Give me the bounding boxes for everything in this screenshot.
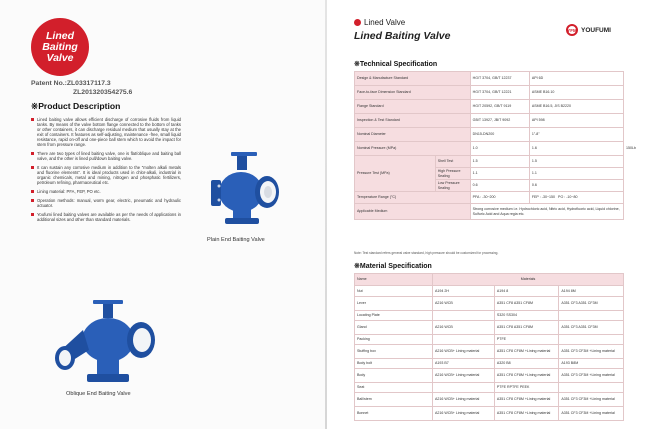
table-row: [355, 345, 624, 359]
cell: 0.6: [470, 180, 529, 192]
table-row: [355, 286, 624, 297]
table-row: [355, 407, 624, 421]
cell: [559, 311, 624, 321]
row-label: Inspection & Test Standard: [355, 114, 471, 128]
row-label: Ball/stem: [355, 393, 433, 407]
cell: [529, 192, 623, 204]
cell: HG/T 3704, GB/T 12237: [470, 72, 529, 86]
badge-line-2: Baiting: [42, 40, 78, 53]
patent-line-2: ZL201320354275.6: [73, 88, 133, 96]
patent-line-1: Patent No.:ZL03317117.3: [31, 80, 111, 87]
cell: S320 SS304: [494, 311, 559, 321]
row-label: Body bolt: [355, 359, 433, 369]
material-spec-table: [354, 273, 624, 421]
cell: 1.1: [470, 168, 529, 180]
row-label: Design & Manufacture Standard: [355, 72, 471, 86]
cell: Strong corrosive medium i.e. Hydrochloric acid, Nitric acid, Hydrofluoric acid, Liquid chlorine, Sulfuric Acid and Aqua regia etc.: [470, 204, 623, 220]
table-row: [355, 335, 624, 345]
page-title: Lined Baiting Valve: [354, 30, 451, 42]
table-row: [355, 204, 624, 220]
cell: 1.0: [470, 142, 529, 156]
logo-text: YOUFUMI: [581, 26, 611, 34]
cell: 1"-8": [529, 128, 623, 142]
cell: DN15-DN200: [470, 128, 529, 142]
row-label: Stuffing box: [355, 345, 433, 359]
cell: A194 8M: [559, 286, 624, 297]
cell: [559, 383, 624, 393]
plain-end-caption: Plain End Baiting Valve: [207, 237, 265, 243]
row-label: Face-to-face Dimension Standard: [355, 86, 471, 100]
cell: 1.1: [529, 168, 623, 180]
badge-line-3: Valve: [46, 51, 74, 64]
header-materials: Materials: [433, 274, 624, 286]
row-label: Packing: [355, 335, 433, 345]
row-label: Nut: [355, 286, 433, 297]
list-item: It can sustain any corrosive medium in addition to the "molten alkali metals and fluorine elements". It is ideal products used in chlor-alkali, industrial in organic chemicals, metal and mining, nitrogen and phosphatic fertilizers, petroleum refining, pharmaceutical etc.: [31, 165, 181, 185]
cell: A351 CF3 CF3M +Lining material: [559, 369, 624, 383]
lined-baiting-valve-badge: [31, 18, 89, 76]
cell: GB/T 13927, JB/T 9092: [470, 114, 529, 128]
logo-mark-icon: YFM: [566, 24, 578, 36]
cell: API 6D: [529, 72, 623, 86]
row-label: Lever: [355, 297, 433, 311]
cell: A193 B7: [433, 359, 495, 369]
patent-numbers: [31, 80, 132, 97]
table-row: [355, 192, 624, 204]
table-note: Note: Test standard refers general valve standard, high pressure should be customized for processing.: [354, 251, 499, 255]
row-label: Applicable Medium: [355, 204, 471, 220]
table-row: [355, 86, 624, 100]
cell: [433, 383, 495, 393]
row-label: Gland: [355, 321, 433, 335]
cell: A216 WCB+ Lining material: [433, 393, 495, 407]
badge-line-1: Lined: [46, 29, 74, 42]
table-row: [355, 297, 624, 311]
pressure-test-label: Pressure Test (MPa): [355, 156, 436, 192]
cell: A351 CF3 A351 CF3M: [559, 321, 624, 335]
oblique-end-caption: Oblique End Baiting Valve: [66, 391, 131, 397]
row-label: Bonnet: [355, 407, 433, 421]
list-item: Youfumi lined baiting valves are available as per the needs of applications in additional sizes and other than standard materials.: [31, 212, 181, 222]
row-label: Shell Test: [435, 156, 470, 168]
cell: A193 B8M: [559, 359, 624, 369]
list-item: Lined baiting valve allows efficient discharge of corrosive fluids from liquid tanks. By means of the valve bottom flange connected to the bottom of tanks or other containers, it can discharge residual medium that usually stay at the exit of containers. It features as self-adjusting, maintenance -free, small liquid resistance, rapid on-off and one-piece ball stem which to avoid the impact for stem from pressure range.: [31, 117, 181, 147]
youfumi-logo: [566, 24, 611, 36]
row-label: Seat: [355, 383, 433, 393]
row-label: Nominal Diameter: [355, 128, 471, 142]
cell: PTFE: [494, 335, 559, 345]
list-item: Lining material: PFA, FEP, PO etc.: [31, 189, 181, 194]
row-label: Low Pressure Sealing: [435, 180, 470, 192]
cell: A320 B8: [494, 359, 559, 369]
row-label: Nominal Pressure (MPa): [355, 142, 471, 156]
table-row: [355, 369, 624, 383]
lined-valve-subtitle: [354, 18, 405, 27]
red-bullet-icon: [354, 19, 361, 26]
cell: A351 CF3 A351 CF3M: [559, 297, 624, 311]
product-description-list: [31, 117, 181, 226]
technical-spec-table: [354, 71, 624, 220]
cell: A216 WCB+ Lining material: [433, 407, 495, 421]
subtitle-text: Lined Valve: [364, 18, 406, 27]
list-item: Operation methods: manual, worm gear, electric, pneumatic and hydraulic actuator.: [31, 198, 181, 208]
temp-fep: FEP : -30~150: [531, 195, 556, 200]
row-label: Body: [355, 369, 433, 383]
cell: ASME B16.10: [529, 86, 623, 100]
cell: A216 WCB+ Lining material: [433, 345, 495, 359]
cell: A216 WCB: [433, 321, 495, 335]
technical-spec-heading: ※Technical Specification: [354, 61, 438, 68]
row-label: High Pressure Sealing: [435, 168, 470, 180]
row-label: Temperature Range (°C): [355, 192, 471, 204]
plain-end-valve-image: [207, 150, 283, 234]
cell: 1.5: [470, 156, 529, 168]
table-row: [355, 156, 624, 168]
cell: A194 2H: [433, 286, 495, 297]
material-spec-heading: ※Material Specification: [354, 263, 432, 270]
cell: ASME B16.5, JIS B2220: [529, 100, 623, 114]
cell: 1.5: [529, 156, 623, 168]
cell: A351 CF8 A351 CF8M: [494, 297, 559, 311]
row-label: Locating Plate: [355, 311, 433, 321]
cell: A194 8: [494, 286, 559, 297]
cell: [433, 335, 495, 345]
cell: A351 CF8 CF8M +Lining material: [494, 369, 559, 383]
cell: [559, 335, 624, 345]
cell: A351 CF3 CF3M +Lining material: [559, 393, 624, 407]
oblique-end-valve-image: [53, 300, 163, 392]
product-description-heading: ※Product Description: [31, 101, 121, 111]
table-row: [355, 100, 624, 114]
table-row: [355, 72, 624, 86]
cell: A351 CF3 CF3M +Lining material: [559, 345, 624, 359]
table-row: [355, 359, 624, 369]
table-row: [355, 321, 624, 335]
cell: A351 CF8 CF8M +Lining material: [494, 393, 559, 407]
list-item: There are two types of lined baiting valve, one is flat/oblique and baiting ball valve, and the other is lined pull/down baiting valve.: [31, 151, 181, 161]
cell: API 598: [529, 114, 623, 128]
table-row: [355, 128, 624, 142]
cell: A351 CF3 CF3M +Lining material: [559, 407, 624, 421]
cell: A216 WCB+ Lining material: [433, 369, 495, 383]
cell: A351 CF8 CF8M +Lining material: [494, 345, 559, 359]
cell: [433, 311, 495, 321]
cell: 1.6: [529, 142, 623, 156]
table-row: [355, 311, 624, 321]
table-row: [355, 274, 624, 286]
temp-po: PO : -10~80: [558, 195, 578, 200]
table-row: [355, 114, 624, 128]
cell: PFA : -30~200: [470, 192, 529, 204]
header-name: Name: [355, 274, 433, 286]
table-row: [355, 393, 624, 407]
row-label: Flange Standard: [355, 100, 471, 114]
cell: 0.6: [529, 180, 623, 192]
cell: HG/T 20592, GB/T 9119: [470, 100, 529, 114]
table-row: [355, 142, 624, 156]
cell: PTFE RPTFE PEEK: [494, 383, 559, 393]
cell: A351 CF8 A351 CF8M: [494, 321, 559, 335]
cell: A216 WCB: [433, 297, 495, 311]
table-row: [355, 383, 624, 393]
cell: HG/T 3704, GB/T 12221: [470, 86, 529, 100]
cell: A351 CF8 CF8M +Lining material: [494, 407, 559, 421]
